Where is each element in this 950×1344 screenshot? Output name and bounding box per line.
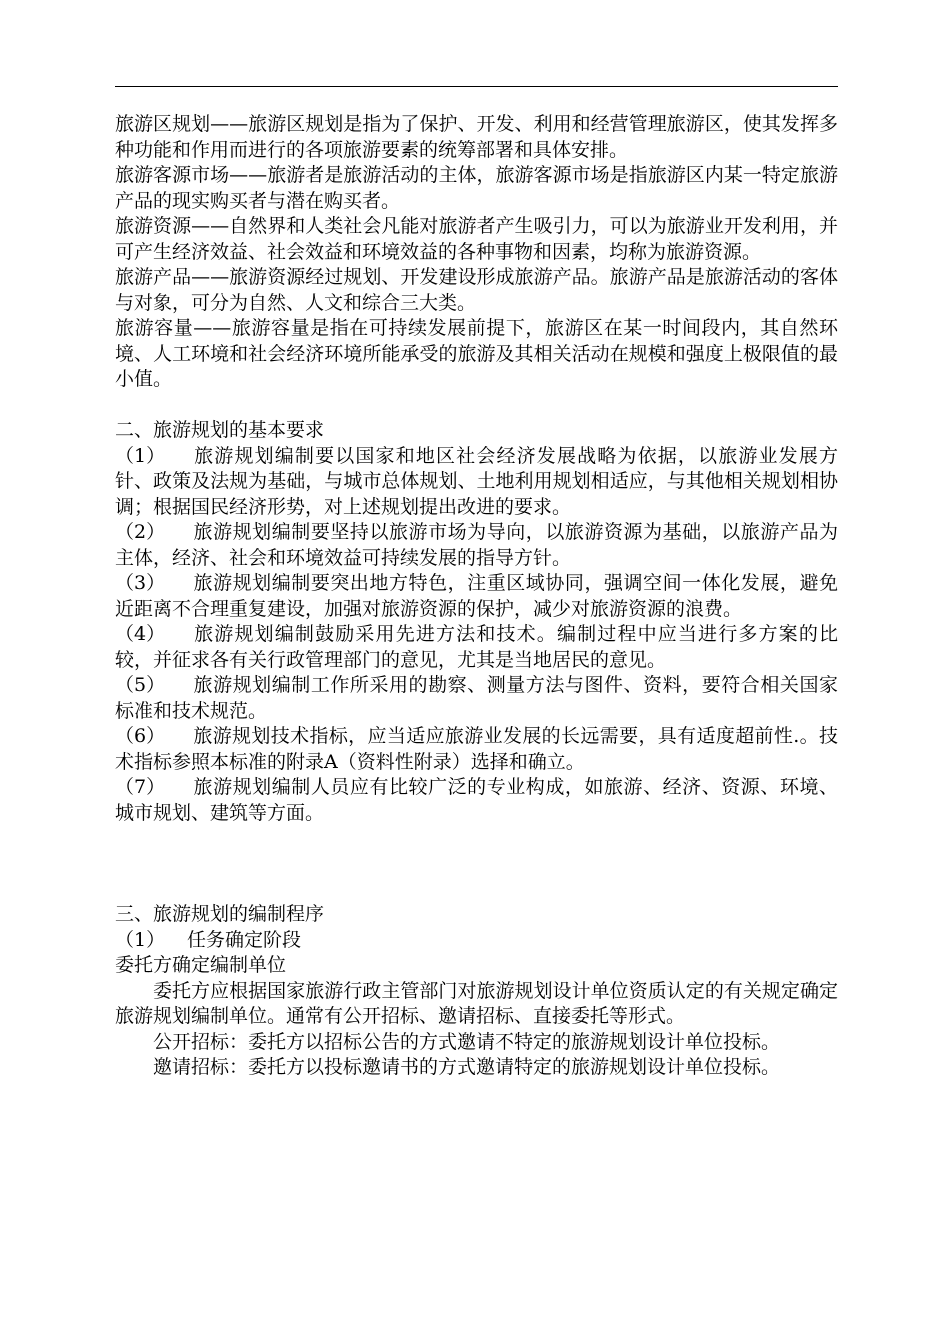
definition-tourism-product: 旅游产品——旅游资源经过规划、开发建设形成旅游产品。旅游产品是旅游活动的客体与对象，可分为自然、人文和综合三大类。 [115,266,838,314]
item-number: （5） [115,674,166,696]
requirement-item-1 [115,444,838,521]
item-number: （4） [115,623,166,645]
item-number: （7） [115,776,166,798]
item-text: 旅游规划编制要坚持以旅游市场为导向，以旅游资源为基础，以旅游产品为主体，经济、社会和环境效益可持续发展的指导方针。 [115,521,838,569]
item-text: 旅游规划编制要以国家和地区社会经济发展战略为依据，以旅游业发展方针、政策及法规为基础，与城市总体规划、土地利用规划相适应，与其他相关规划相协调；根据国民经济形势，对上述规划提出改进的要求。 [115,444,838,518]
item-text: 旅游规划编制工作所采用的勘察、测量方法与图件、资料，要符合相关国家标准和技术规范。 [115,674,838,722]
item-number: （2） [115,521,166,543]
definition-tourism-area-planning: 旅游区规划——旅游区规划是指为了保护、开发、利用和经营管理旅游区，使其发挥多种功能和作用而进行的各项旅游要素的统筹部署和具体安排。 [115,113,838,161]
item-text: 旅游规划技术指标，应当适应旅游业发展的长远需要，具有适度超前性.。技术指标参照本标准的附录A（资料性附录）选择和确立。 [115,725,838,773]
spacer [115,393,838,419]
stage-number: （1） [115,928,166,951]
item-number: （1） [115,444,166,467]
requirement-item-6 [115,724,838,775]
stage-title: 任务确定阶段 [187,928,302,951]
item-number: （6） [115,725,166,747]
sub-heading: 委托方确定编制单位 [115,954,287,976]
definition-tourism-capacity: 旅游容量——旅游容量是指在可持续发展前提下，旅游区在某一时间段内，其自然环境、人工环境和社会经济环境所能承受的旅游及其相关活动在规模和强度上极限值的最小值。 [115,317,838,390]
paragraph-open-tender: 公开招标：委托方以招标公告的方式邀请不特定的旅游规划设计单位投标。 [153,1030,781,1053]
paragraph-entrust: 委托方应根据国家旅游行政主管部门对旅游规划设计单位资质认定的有关规定确定旅游规划编制单位。通常有公开招标、邀请招标、直接委托等形式。 [115,979,838,1027]
requirement-item-3 [115,571,838,622]
stage-heading [115,928,838,954]
item-text: 旅游规划编制鼓励采用先进方法和技术。编制过程中应当进行多方案的比较，并征求各有关行政管理部门的意见，尤其是当地居民的意见。 [115,623,838,671]
requirement-item-2 [115,520,838,571]
item-text: 旅游规划编制人员应有比较广泛的专业构成，如旅游、经济、资源、环境、城市规划、建筑等方面。 [115,776,838,824]
item-text: 旅游规划编制要突出地方特色，注重区域协同，强调空间一体化发展，避免近距离不合理重复建设，加强对旅游资源的保护，减少对旅游资源的浪费。 [115,572,838,620]
paragraph-invited-tender: 邀请招标：委托方以投标邀请书的方式邀请特定的旅游规划设计单位投标。 [153,1056,781,1078]
spacer [115,826,838,902]
section2-heading: 二、旅游规划的基本要求 [115,419,325,441]
requirement-item-4 [115,622,838,673]
section3-heading: 三、旅游规划的编制程序 [115,903,325,925]
header-rule [115,86,838,87]
requirement-item-5 [115,673,838,724]
requirement-item-7 [115,775,838,826]
document-body [115,112,838,1081]
definition-tourist-source-market: 旅游客源市场——旅游者是旅游活动的主体，旅游客源市场是指旅游区内某一特定旅游产品的现实购买者与潜在购买者。 [115,164,838,212]
item-number: （3） [115,572,166,594]
definition-tourism-resources: 旅游资源——自然界和人类社会凡能对旅游者产生吸引力，可以为旅游业开发利用，并可产生经济效益、社会效益和环境效益的各种事物和因素，均称为旅游资源。 [115,215,838,263]
